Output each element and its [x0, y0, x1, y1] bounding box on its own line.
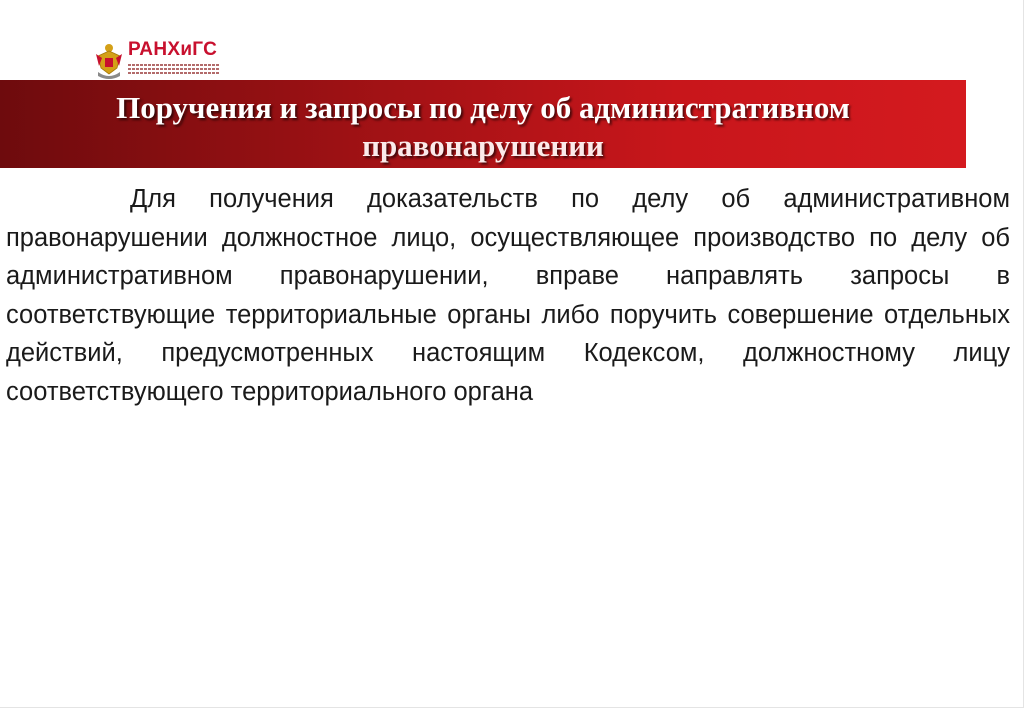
eagle-emblem-icon: [94, 42, 124, 80]
slide-title-line2: правонарушении: [362, 128, 604, 163]
logo-subtext-lines: [128, 64, 220, 78]
body-paragraph: Для получения доказательств по делу об административном правонарушении должностное лицо, осуществляющее производство по делу об административном правонарушении, вправе направлять запросы в соответствующие территориальные органы либо поручить совершение отдельных действий, предусмотренных настоящим Кодексом, должностному лицу соответствующего территориального органа: [6, 185, 1010, 406]
logo-text: РАНХиГС: [128, 39, 218, 60]
slide-title-line1: Поручения и запросы по делу об административном: [116, 90, 850, 125]
slide-title: [0, 89, 966, 165]
ranepa-logo: [94, 40, 224, 84]
